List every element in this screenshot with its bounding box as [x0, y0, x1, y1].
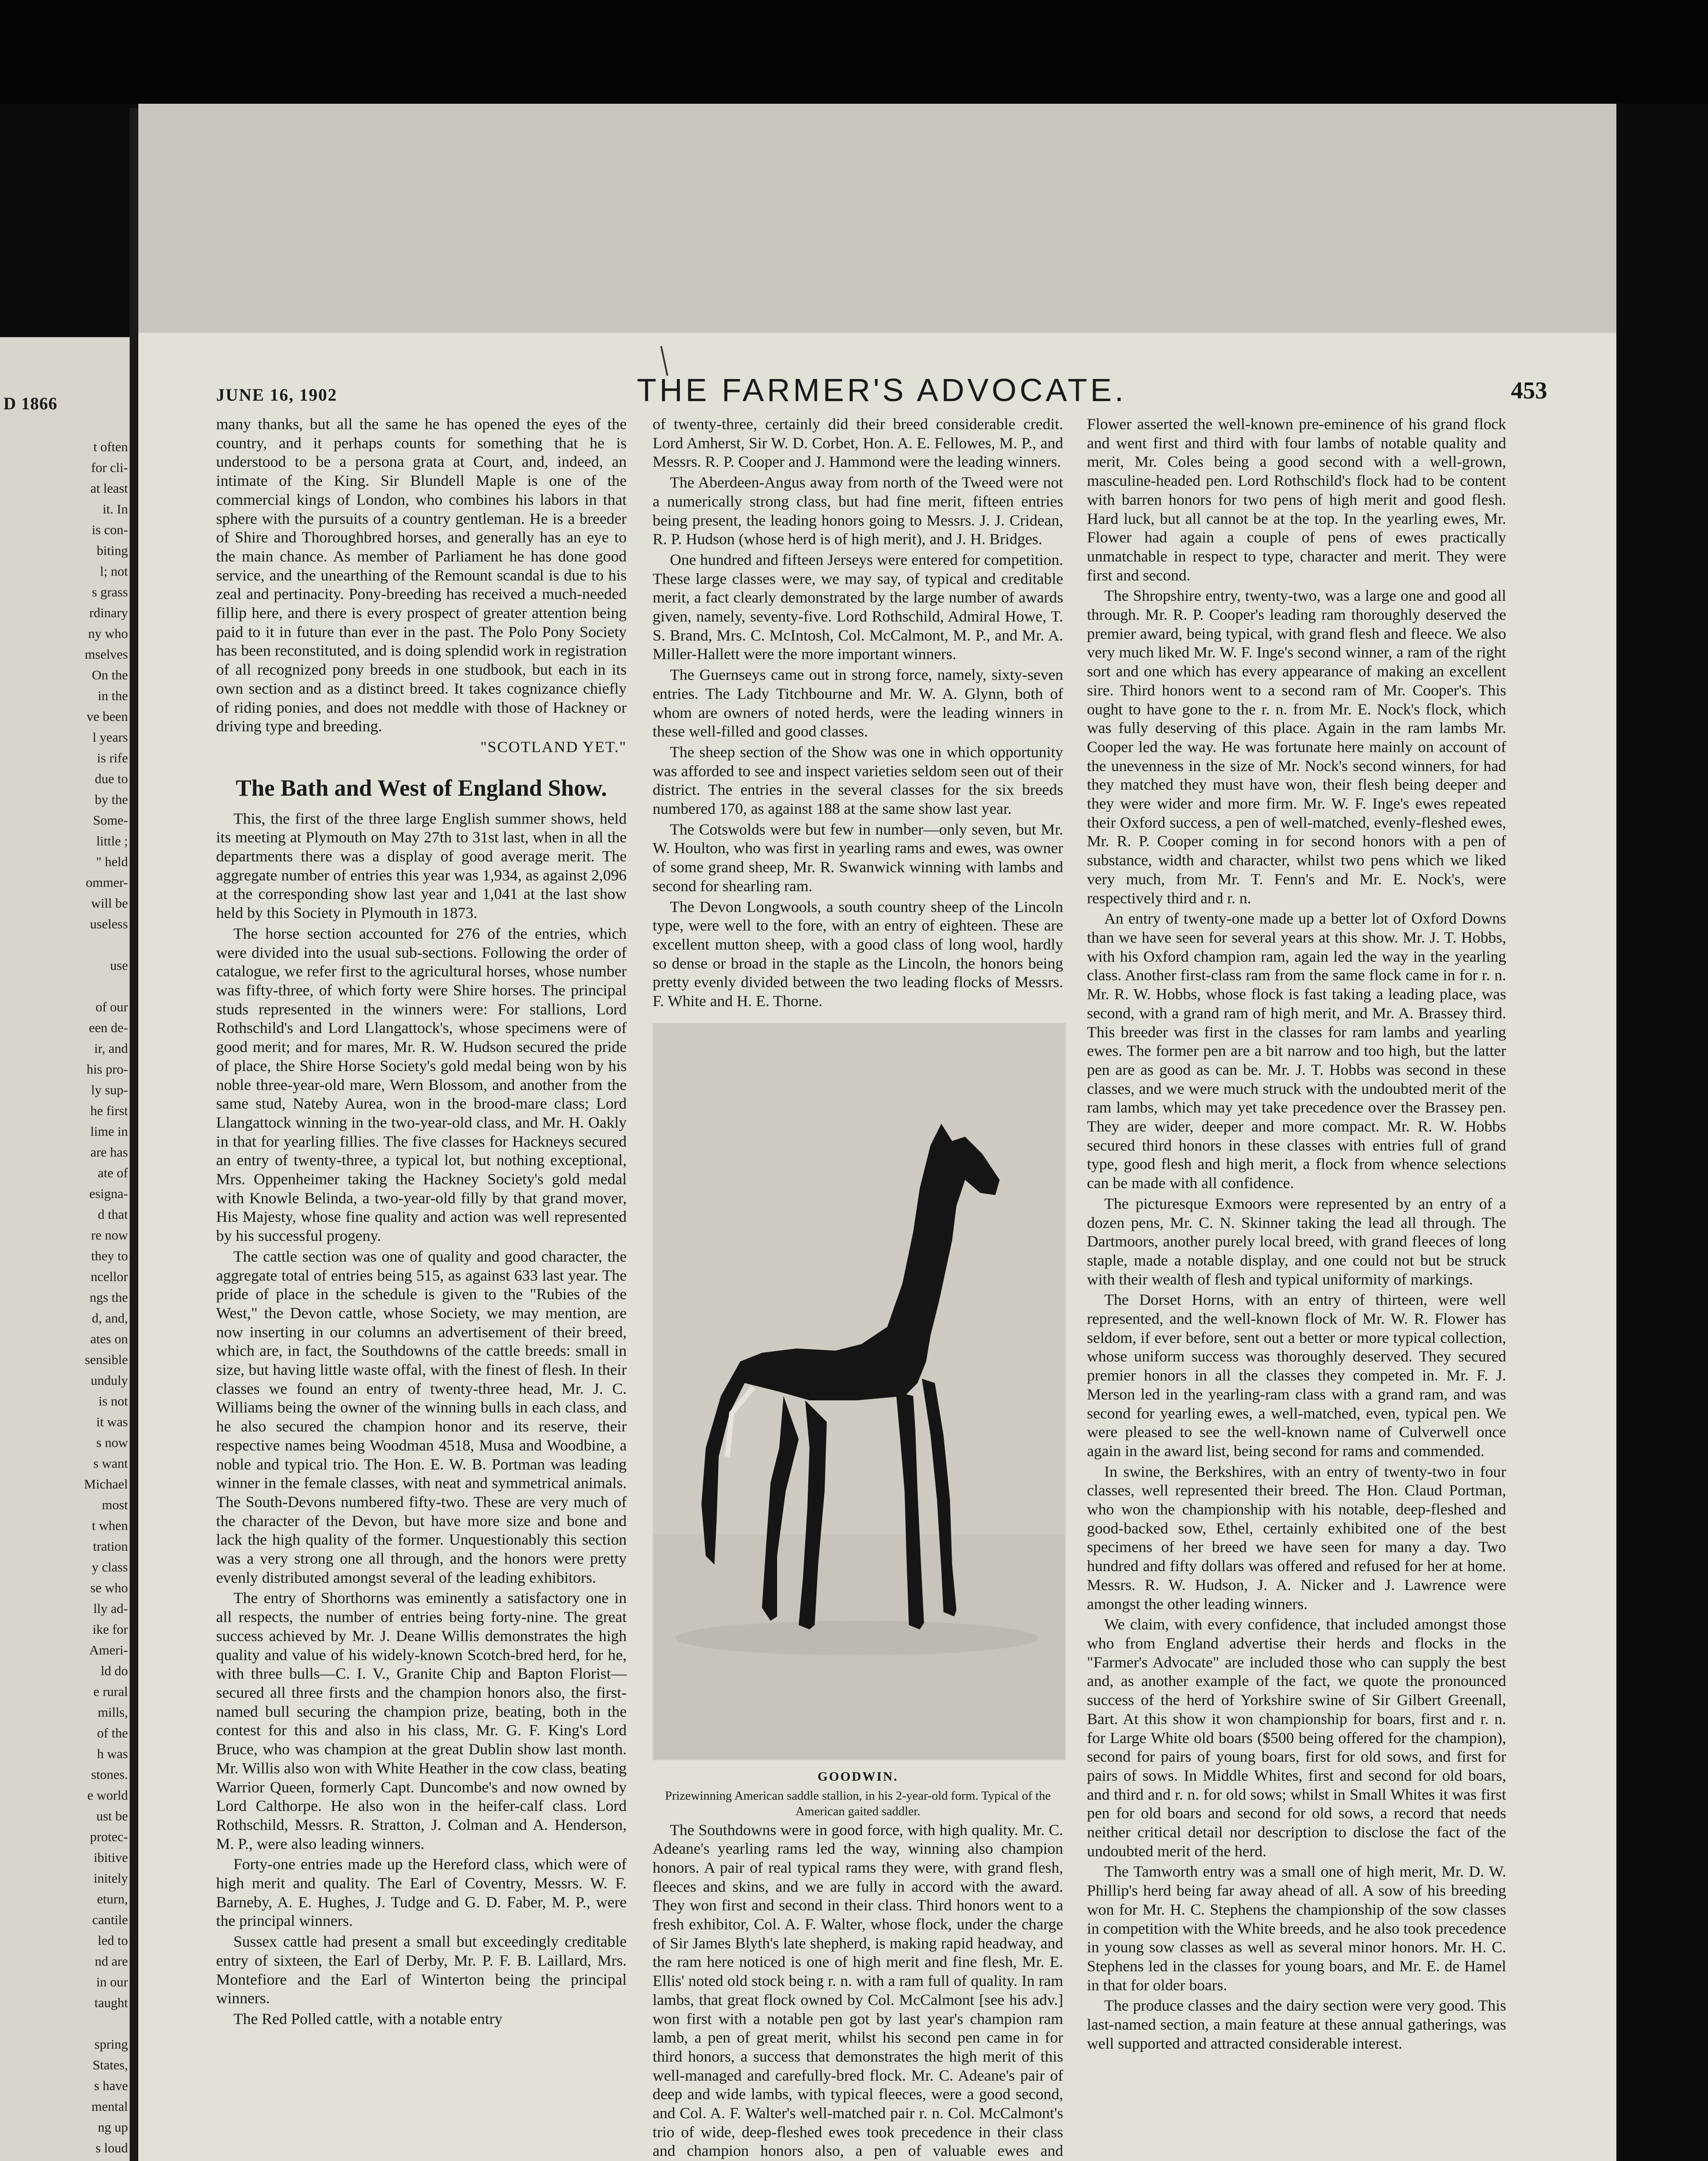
left-page-line: ny who [88, 626, 128, 641]
left-page-line: rdinary [89, 605, 128, 620]
paragraph: The sheep section of the Show was one in which opportunity was afforded to see and inspect varieties seldom seen out of their district. The entries in the several classes for the six breeds numbered 170, as against 188 at the same show last year. [653, 743, 1063, 818]
left-page-line: taught [94, 1995, 128, 2010]
left-page-line: for cli- [91, 460, 128, 475]
photo-caption-title: GOODWIN. [817, 1769, 899, 1784]
paragraph: The Red Polled cattle, with a notable entry [233, 2010, 503, 2027]
paragraph: The horse section accounted for 276 of the entries, which were divided into the usual sub-sections. Following the order of catalogue, we refer first to the agricultural horses, whose number was fifty-three, of which forty were Shire horses. The principal studs represented in the winners were: For stallions, Lord Rothschild's and Lord Llangattock's, whose specimens were of good merit; and for mares, Mr. R. W. Hudson secured the pride of place, the Shire Horse Society's gold medal being won by his noble three-year-old mare, Wern Blossom, and another from the same stud, Nateby Aurea, won in the brood-mare class; Lord Llangattock winning in the two-year-old class, and Mr. H. Oakly in that for yearling fillies. The five classes for Hackneys secured an entry of twenty-three, a typical lot, but nothing exceptional, Mrs. Oppenheimer taking the Hackney Society's gold medal with Knowle Belinda, a two-year-old filly by that grand mover, His Majesty, whose fine quality and action was well represented by his successful progeny. [216, 924, 627, 1245]
paragraph: The produce classes and the dairy section were very good. This last-named section, a main feature at these annual gatherings, was well supported and attracted considerable interest. [1087, 1997, 1506, 2052]
left-page-line: ates on [90, 1331, 128, 1346]
paragraph: The Devon Longwools, a south country sheep of the Lincoln type, were well to the fore, with an entry of eighteen. These are excellent mutton sheep, with a good class of long wool, hardly so dense or broad in the staple as the Lincoln, the honors being pretty evenly divided between the two leading flocks of Messrs. F. White and H. E. Thorne. [653, 898, 1063, 1010]
left-page-line: mental [91, 2099, 128, 2114]
left-page-line: ibitive [93, 1850, 128, 1865]
left-page-line: l; not [100, 564, 128, 579]
scan-border-top [0, 0, 1708, 104]
signoff: "SCOTLAND YET." [480, 738, 627, 755]
paragraph: The cattle section was one of quality and good character, the aggregate total of entries being 515, as against 633 last year. The pride of place in the schedule is given to the "Rubies of the West," the Devon cattle, whose Society, we may mention, are now inserting in our columns an advertisement of their breed, which are, in fact, the Southdowns of the cattle breeds: small in size, but having little waste offal, with the finest of flesh. In their classes we found an entry of twenty-three head, Mr. J. C. Williams being the owner of the winning bulls in each class, and he also secured the champion honor and its reserve, their respective names being Woodman 4518, Musa and Woodbine, a noble and typical trio. The Hon. E. W. B. Portman was leading winner in the female classes, with neat and symmetrical animals. The South-Devons numbered fifty-two. These are very much of the character of the Devon, but have more size and bone and lack the high quality of the former. Unquestionably this section was a very strong one all through, and the honors were pretty evenly distributed amongst several of the leading exhibitors. [216, 1247, 627, 1586]
left-page-line: mills, [98, 1705, 128, 1720]
left-page-line: sensible [85, 1352, 128, 1367]
left-page-line: cantile [92, 1912, 128, 1927]
left-page-line: re now [91, 1227, 128, 1243]
left-page-line: is not [98, 1393, 128, 1409]
left-page-line: in the [98, 688, 128, 703]
left-page-line: of our [96, 999, 128, 1014]
paragraph: We claim, with every confidence, that included amongst those who from England advertise their herds and flocks in the "Farmer's Advocate" are included those who can supply the best and, as another example of the fact, we quote the pronounced success of the herd of Yorkshire swine of Sir Gilbert Greenall, Bart. At this show it won championship for boars, first and r. n. for Large White old boars ($500 being offered for the champion), second for pairs of young boars, first for old sows, and first for pairs of sows. In Middle Whites, first and second for old boars, and third and r. n. for old sows; whilst in Small Whites it was first pen for old boars and second for old sows, a record that needs neither critical detail nor description to disclose the fact of the undoubted merit of the herd. [1087, 1616, 1506, 1860]
paragraph: An entry of twenty-one made up a better lot of Oxford Downs than we have seen for several years at this show. Mr. J. T. Hobbs, with his Oxford champion ram, again led the way in the yearling class. Another first-class ram from the same flock came in for r. n. Mr. R. W. Hobbs, whose flock is fast taking a leading place, was second, with a grand ram of high merit, and Mr. A. Brassey third. This breeder was first in the classes for ram lambs and yearling ewes. The former pen are a bit narrow and too high, but the latter pen are as good as can be. Mr. J. T. Hobbs was second in these classes, and we were much struck with the undoubted merit of the ram lambs, which may yet take precedence over the Brassey pen. They are wider, deeper and more compact. Mr. R. W. Hobbs secured third honors in these classes with entries full of grand type, good flesh and high merit, a flock from whence selections can be made with all confidence. [1087, 910, 1506, 1192]
column-1 [216, 415, 627, 2030]
paragraph: The Guernseys came out in strong force, namely, sixty-seven entries. The Lady Titchbourne and Mr. W. A. Glynn, both of whom are owners of noted herds, were the leading winners in these well-filled and good classes. [653, 666, 1063, 740]
left-page-line: ng up [98, 2120, 128, 2135]
paragraph: many thanks, but all the same he has opened the eyes of the country, and it perhaps counts for something that he is understood to be a persona grata at Court, and, indeed, an intimate of the King. Sir Blundell Maple is one of the commercial kings of London, who combines his labors in that sphere with the pursuits of a country gentleman. He is a breeder of Shire and Thoroughbred horses, and generally has an eye to the main chance. As member of Parliament he has done good service, and the unearthing of the Remount scandal is due to his zeal and pertinacity. Pony-breeding has received a much-needed fillip here, and there is every prospect of greater attention being paid to it in future than ever in the past. The Polo Pony Society has been reconstituted, and is doing splendid work in registration of all recognized pony breeds in one studbook, but each in its own section and as a distinct breed. It takes cognizance chiefly of riding ponies, and does not meddle with those of Hackney or driving type and breeding. [216, 415, 627, 735]
column-2 [653, 415, 1063, 2161]
left-page-line: ommer- [86, 875, 128, 890]
left-page-line: d that [98, 1207, 128, 1222]
left-page-line: he first [90, 1103, 128, 1118]
left-page-line: s want [93, 1456, 128, 1471]
left-page-fragment [0, 337, 130, 2161]
header-date: JUNE 16, 1902 [216, 385, 338, 405]
left-page-line: h was [97, 1746, 128, 1761]
horse-illustration [654, 1024, 1064, 1759]
left-page-line: is rife [97, 750, 128, 765]
paragraph: The Dorset Horns, with an entry of thirteen, were well represented, and the well-known flock of Mr. W. R. Flower has seldom, if ever before, sent out a better or more typical collection, whose uniform success was thoroughly deserved. They secured premier honors in all the classes they competed in. Mr. F. J. Merson led in the yearling-ram class with a grand ram, and was second for yearling ewes, a well-matched, even, typical pen. We were pleased to see the well-known name of Culverwell once again in the award list, being second for rams and commended. [1087, 1291, 1506, 1460]
left-page-line: Some- [93, 813, 128, 828]
left-page-line [3, 2013, 128, 2034]
left-page-line: s now [96, 1435, 128, 1450]
left-page-line: ust be [96, 1808, 128, 1823]
column-3 [1087, 415, 1506, 2055]
paragraph: The Shropshire entry, twenty-two, was a large one and good all through. Mr. R. P. Cooper's leading ram thoroughly deserved the premier award, being typical, with grand flesh and fleece. We also very much liked Mr. W. F. Inge's second winner, a ram of the right sort and one which has every appearance of making an excellent sire. Third honors went to a second ram of Mr. Cooper's. This ought to have gone to the r. n. from Mr. E. Nock's flock, which was fully deserving of this place. Again in the ram lambs Mr. Cooper led the way. He was fortunate here mainly on account of the unevenness in the size of Mr. Nock's second winners, for had they matched they must have won, their flesh being deeper and they were wider and more firm. Mr. W. F. Inge's ewes repeated their Oxford success, a pen of well-matched, evenly-fleshed ewes, Mr. R. P. Cooper coming in for second honors with a pen of substance, width and character, whilst two pens which we liked very much, from Mr. T. Fenn's and Mr. E. Nock's, were respectively third and r. n. [1087, 587, 1506, 907]
left-page-line: are has [90, 1144, 128, 1160]
left-page-line: little ; [96, 833, 128, 848]
left-page-line: use [110, 958, 128, 973]
paragraph: The Tamworth entry was a small one of high merit, Mr. D. W. Phillip's herd being far away ahead of all. A sow of his breeding won for Mr. H. C. Stephens the championship of the sow classes in competition with the White breeds, and he also took precedence in young sow classes as well as several minor honors. Mr. H. C. Stephens led in the classes for young boars, and Mr. E. de Hamel in that for older boars. [1087, 1863, 1506, 1994]
paragraph: The Cotswolds were but few in number—only seven, but Mr. W. Houlton, who was first in yearling rams and ewes, was owner of some grand sheep, Mr. R. Swanwick winning with lambs and second for shearling ram. [653, 820, 1063, 895]
left-page-line: ld do [101, 1663, 128, 1678]
paragraph: The Aberdeen-Angus away from north of the Tweed were not a numerically strong class, but had fine merit, fifteen entries being present, the leading honors going to Messrs. J. J. Cridean, R. P. Hudson (whose herd is of high merit), and J. H. Bridges. [653, 474, 1063, 548]
paragraph: The Southdowns were in good force, with high quality. Mr. C. Adeane's yearling rams led the way, winning also champion honors. A pair of real typical rams they were, with grand flesh, fleeces and skins, and we are fully in accord with the award. They won first and second in their class. Third honors went to a fresh exhibitor, Col. A. F. Walter, whose flock, under the charge of Sir James Blyth's late shepherd, is making rapid headway, and the ram here noticed is one of high merit and fine flesh, Mr. E. Ellis' noted old stock being r. n. with a ram full of quality. In ram lambs, that great flock owned by Col. McCalmont [see his adv.] won first with a notable pen got by last year's champion ram lamb, a pen of great merit, whilst his second pen came in for third honors, a success that demonstrates the high merit of this well-managed and carefully-bred flock. Mr. C. Adeane's pair of deep and wide lambs, with typical fleeces, were a good second, and Col. A. F. Walter's well-matched pair r. n. Col. McCalmont's trio of wide, deep-fleshed ewes took precedence in their class and champion honors also, a pen of valuable ewes and [653, 1821, 1063, 2160]
left-page-line: esigna- [89, 1186, 128, 1201]
left-page-line: ngs the [89, 1290, 128, 1305]
left-page-line: will be [91, 896, 128, 911]
left-page-line: stones. [91, 1767, 128, 1782]
left-page-line: is con- [92, 522, 128, 537]
left-page-line: ncellor [90, 1269, 128, 1284]
left-page-line: of the [97, 1725, 128, 1740]
left-page-line: by the [95, 792, 128, 807]
paragraph: One hundred and fifteen Jerseys were entered for competition. These large classes were, we may say, of typical and creditable merit, a fact clearly demonstrated by the large number of awards given, namely, seventy-five. Lord Rothschild, Admiral Howe, T. S. Brand, Mrs. C. McIntosh, Col. McCalmont, M. P., and Mr. A. Miller-Hallett were the more important winners. [653, 551, 1063, 663]
left-page-line: ate of [98, 1165, 128, 1180]
left-page-line: it was [96, 1414, 128, 1429]
left-page-line: ike for [92, 1622, 128, 1637]
masthead-title: THE FARMER'S ADVOCATE. [637, 372, 1127, 408]
left-page-header: D 1866 [3, 394, 57, 413]
left-page-line: d, and, [92, 1310, 128, 1326]
left-page-line: Michael [84, 1476, 128, 1492]
left-page-line: spring [94, 2037, 128, 2052]
left-page-line: protec- [90, 1829, 128, 1844]
left-page-line: led to [98, 1933, 128, 1948]
left-page-line: e rural [93, 1684, 128, 1699]
paragraph: Forty-one entries made up the Hereford class, which were of high merit and quality. The Earl of Coventry, Messrs. W. F. Barneby, A. E. Hughes, J. Tudge and G. D. Faber, M. P., were the principal winners. [216, 1855, 627, 1930]
left-page-line: nd are [95, 1954, 128, 1969]
left-page-line [3, 934, 128, 955]
left-page-line: useless [90, 916, 128, 931]
left-page-line: ly sup- [91, 1082, 128, 1097]
scan-margin-band [138, 104, 1616, 333]
paragraph: The entry of Shorthorns was eminently a satisfactory one in all respects, the number of entries being forty-nine. The great success achieved by Mr. J. Deane Willis demonstrates the high quality and value of his widely-known Scotch-bred herd, for he, with three bulls—C. I. V., Granite Chip and Bapton Florist—secured all three firsts and the champion honors also, the first-named bull securing the champion prize, beating, both in the contest for this and also in his class, Mr. G. F. King's Lord Bruce, who was champion at the great Dublin show last month. Mr. Willis also won with White Heather in the cow class, beating Warrior Queen, formerly Capt. Duncombe's and now owned by Lord Calthorpe. He also won in the heifer-calf class. Lord Rothschild, Messrs. R. Stratton, J. Colman and A. Henderson, M. P., were also leading winners. [216, 1589, 627, 1852]
left-page-line: l years [92, 730, 128, 745]
photo-caption: Prizewinning American saddle stallion, in his 2-year-old form. Typical of the American gaited saddler. [665, 1788, 1051, 1818]
paragraph: Flower asserted the well-known pre-eminence of his grand flock and went first and third with four lambs of notable quality and merit, Mr. Coles being a good second with a well-grown, masculine-headed pen. Lord Rothschild's flock had to be content with barren honors for two pens of high merit and good flesh. Hard luck, but all cannot be at the top. In the yearling ewes, Mr. Flower had again a couple of pens of ewes practically unmatchable in respect to type, character and merit. They were first and second. [1087, 415, 1506, 584]
left-page-line: e world [87, 1788, 128, 1803]
left-page-line [3, 976, 128, 997]
left-page-line: at least [90, 481, 128, 496]
article-heading: The Bath and West of England Show. [236, 775, 607, 801]
left-page-line: eturn, [97, 1891, 128, 1906]
left-page-line: biting [96, 543, 128, 558]
page-header [216, 372, 1547, 411]
paragraph: Sussex cattle had present a small but exceedingly creditable entry of sixteen, the Earl of Derby, Mr. P. F. B. Laillard, Mrs. Montefiore and the Earl of Winterton being the principal winners. [216, 1933, 627, 2007]
left-page-line: his pro- [86, 1061, 128, 1077]
left-page-line: t often [93, 439, 128, 454]
left-page-line: s loud [96, 2140, 128, 2155]
left-page-line: se who [90, 1580, 128, 1595]
left-page-line: initely [93, 1871, 128, 1886]
left-page-line: due to [95, 771, 128, 786]
left-page-line: Ameri- [89, 1642, 128, 1657]
left-page-line: s have [94, 2078, 128, 2093]
left-page-line: ir, and [94, 1041, 128, 1056]
left-page-line: On the [92, 667, 128, 682]
paragraph: of twenty-three, certainly did their breed considerable credit. Lord Amherst, Sir W. D. Corbet, Hon. A. E. Fellowes, M. P., and Messrs. R. P. Cooper and J. Hammond were the leading winners. [653, 415, 1063, 471]
left-page-line: lly ad- [93, 1601, 128, 1616]
left-page-line: mselves [85, 647, 128, 662]
left-page-line: t when [92, 1518, 128, 1533]
left-page-line: ve been [86, 709, 128, 724]
paragraph: The picturesque Exmoors were represented by an entry of a dozen pens, Mr. C. N. Skinner taking the lead all through. The Dartmoors, another purely local breed, with grand fleeces of long staple, made a notable display, and one could not but be struck with their wealth of flesh and typical uniformity of markings. [1087, 1195, 1506, 1288]
left-page-line: most [102, 1497, 128, 1512]
left-page-line: een de- [89, 1020, 128, 1035]
left-page-line: lime in [90, 1124, 128, 1139]
left-page-line: s grass [92, 584, 128, 599]
left-page-line: " held [96, 854, 128, 869]
left-page-line: y class [92, 1559, 128, 1575]
left-page-line: unduly [90, 1373, 128, 1388]
left-page-column [3, 437, 128, 2161]
left-page-line: in our [96, 1974, 128, 1989]
left-page-line: it. In [102, 501, 128, 516]
paragraph: In swine, the Berkshires, with an entry of twenty-two in four classes, well represented their breed. The Hon. Claud Portman, who won the championship with his notable, deep-fleshed and good-backed sow, Ethel, certainly exhibited one of the best specimens of her breed we have seen for many a day. Two hundred and fifty dollars was offered and refused for her at home. Messrs. R. W. Hudson, J. A. Nicker and J. Lawrence were amongst the other leading winners. [1087, 1463, 1506, 1613]
left-page-line [3, 2158, 128, 2161]
left-page-line: they to [91, 1248, 128, 1263]
left-page-line: tration [93, 1539, 128, 1554]
left-page-line: States, [92, 2057, 128, 2072]
paragraph: This, the first of the three large English summer shows, held its meeting at Plymouth on May 27th to 31st last, when in all the departments there was a display of good average merit. The aggregate number of entries this year was 1,934, as against 2,096 at the corresponding show last year and 1,041 at the last show held by this Society in Plymouth in 1873. [216, 810, 627, 922]
page-number: 453 [1511, 377, 1547, 404]
horse-photograph [653, 1023, 1066, 1760]
